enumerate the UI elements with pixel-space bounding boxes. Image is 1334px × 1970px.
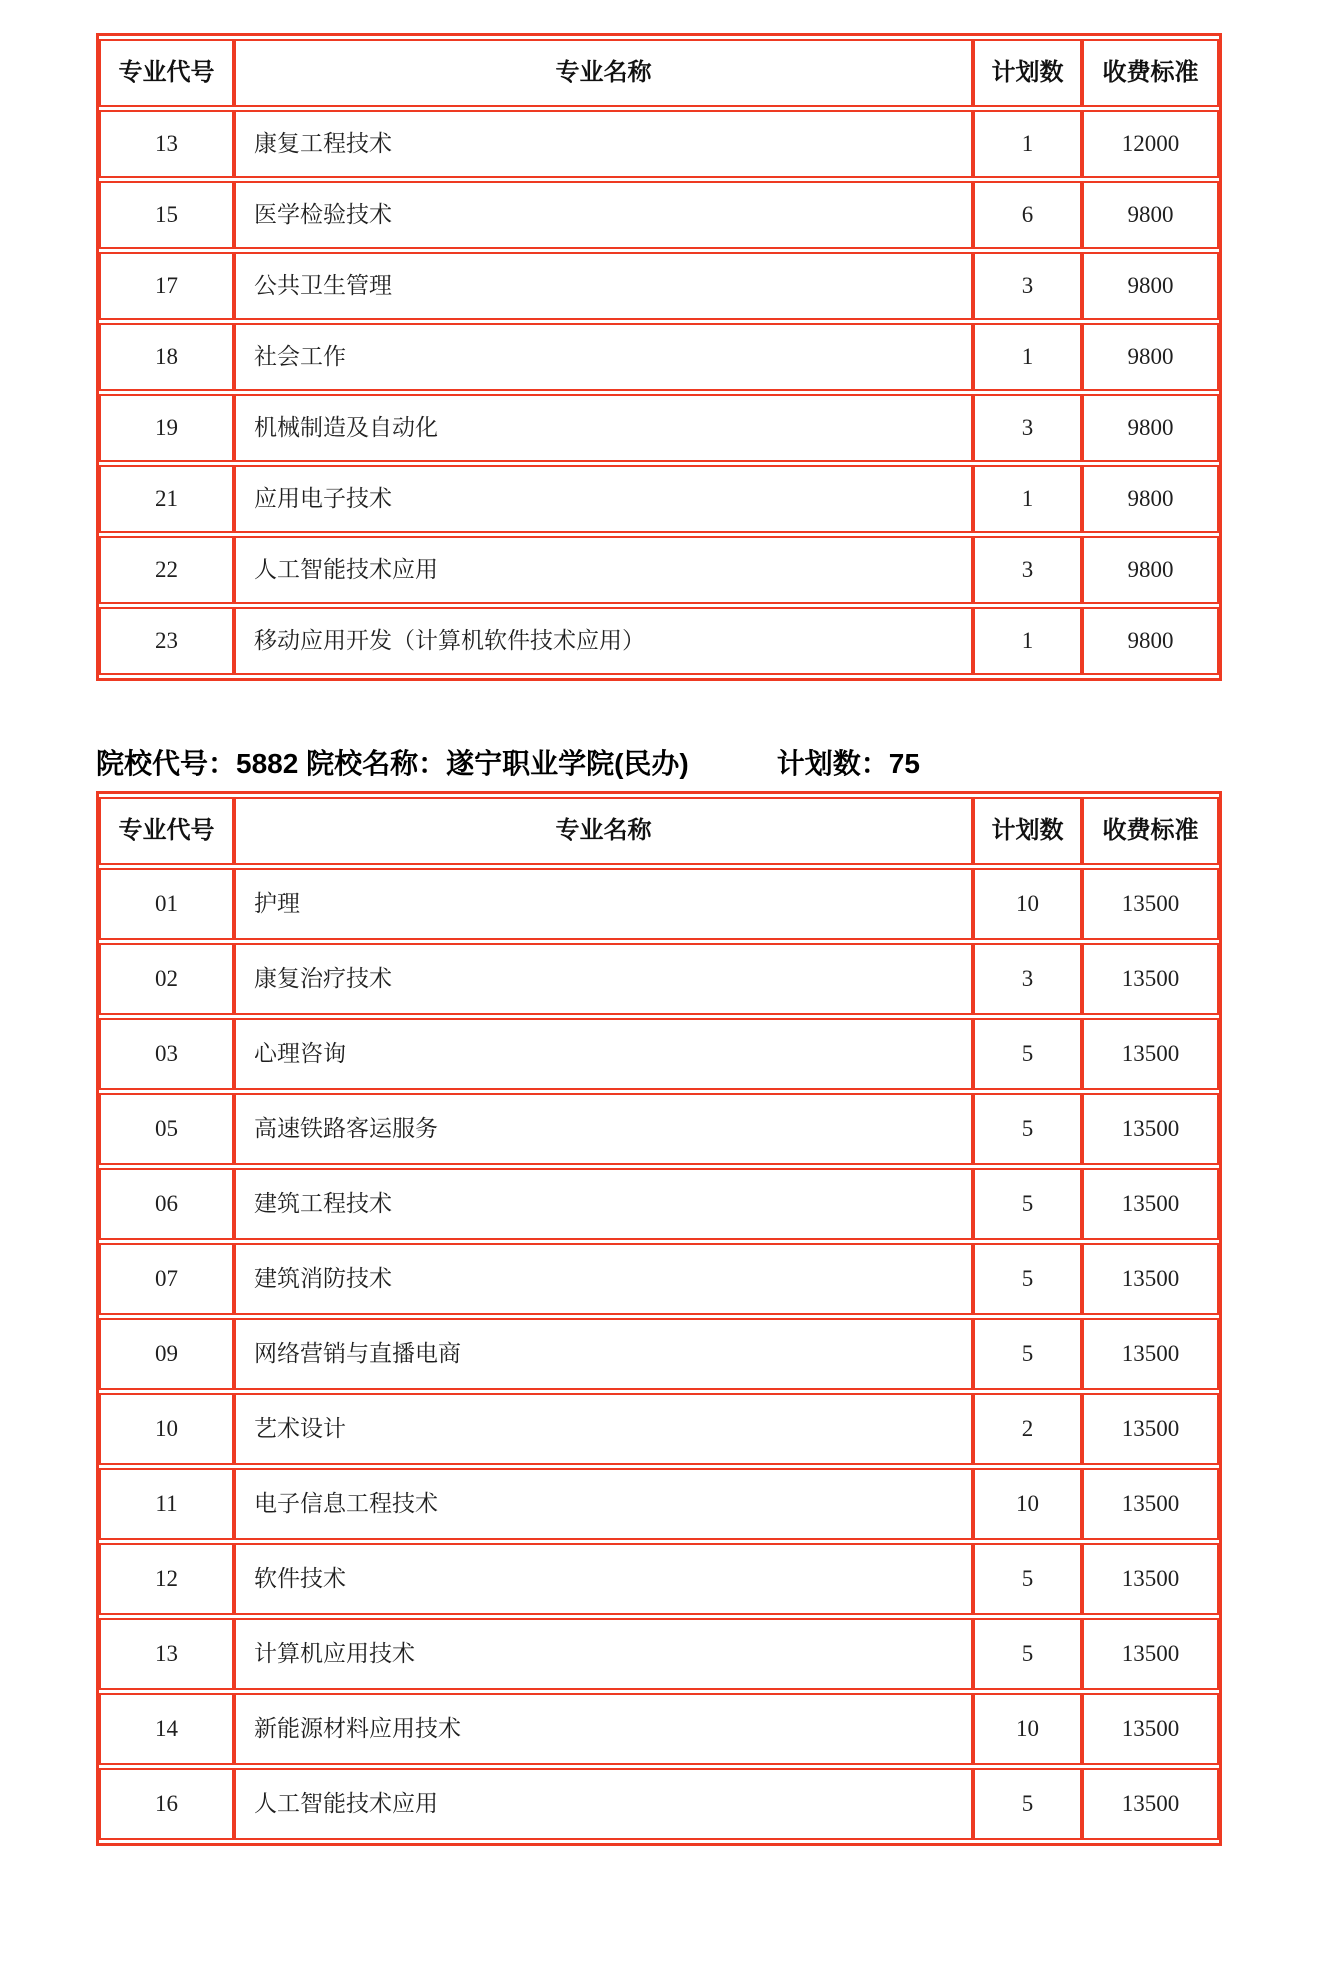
cell-plan-count: 1 [973,323,1082,391]
cell-major-code: 14 [99,1693,234,1765]
plan-total-value: 75 [888,748,920,779]
col-header-major-code: 专业代号 [99,39,234,107]
cell-major-name: 公共卫生管理 [234,252,973,320]
cell-major-code: 06 [99,1168,234,1240]
cell-plan-count: 1 [973,465,1082,533]
cell-fee-standard: 9800 [1082,323,1219,391]
col-header-fee-standard: 收费标准 [1082,797,1219,865]
cell-major-name: 建筑消防技术 [234,1243,973,1315]
col-header-plan-count: 计划数 [973,39,1082,107]
cell-major-name: 新能源材料应用技术 [234,1693,973,1765]
cell-major-name: 高速铁路客运服务 [234,1093,973,1165]
cell-plan-count: 5 [973,1618,1082,1690]
cell-plan-count: 5 [973,1093,1082,1165]
cell-major-code: 13 [99,1618,234,1690]
cell-plan-count: 1 [973,110,1082,178]
cell-major-code: 21 [99,465,234,533]
cell-major-code: 15 [99,181,234,249]
table-header-row [99,797,1219,865]
cell-plan-count: 10 [973,868,1082,940]
cell-fee-standard: 13500 [1082,1768,1219,1840]
col-header-major-name: 专业名称 [234,39,973,107]
col-header-plan-count: 计划数 [973,797,1082,865]
cell-major-name: 社会工作 [234,323,973,391]
cell-major-code: 07 [99,1243,234,1315]
cell-major-name: 计算机应用技术 [234,1618,973,1690]
cell-plan-count: 3 [973,394,1082,462]
cell-major-code: 09 [99,1318,234,1390]
table-row [99,1393,1219,1465]
table-row [99,1168,1219,1240]
cell-major-code: 16 [99,1768,234,1840]
cell-major-name: 心理咨询 [234,1018,973,1090]
cell-plan-count: 3 [973,943,1082,1015]
cell-plan-count: 1 [973,607,1082,675]
table-row [99,1318,1219,1390]
cell-major-name: 艺术设计 [234,1393,973,1465]
cell-major-code: 18 [99,323,234,391]
cell-major-name: 人工智能技术应用 [234,536,973,604]
cell-major-code: 23 [99,607,234,675]
table-row [99,1768,1219,1840]
cell-major-name: 康复工程技术 [234,110,973,178]
col-header-major-code: 专业代号 [99,797,234,865]
cell-fee-standard: 9800 [1082,465,1219,533]
cell-major-name: 电子信息工程技术 [234,1468,973,1540]
table-row [99,323,1219,391]
cell-fee-standard: 13500 [1082,1618,1219,1690]
table-row [99,1468,1219,1540]
cell-plan-count: 5 [973,1318,1082,1390]
school-name-value: 遂宁职业学院(民办) [446,748,689,779]
cell-fee-standard: 13500 [1082,1393,1219,1465]
table-row [99,1243,1219,1315]
cell-major-code: 19 [99,394,234,462]
table-row [99,1093,1219,1165]
cell-fee-standard: 13500 [1082,1093,1219,1165]
cell-major-name: 移动应用开发（计算机软件技术应用） [234,607,973,675]
cell-plan-count: 10 [973,1693,1082,1765]
table-row [99,943,1219,1015]
cell-fee-standard: 9800 [1082,536,1219,604]
cell-plan-count: 3 [973,536,1082,604]
cell-fee-standard: 9800 [1082,181,1219,249]
school-code-label: 院校代号： [96,748,237,779]
table-row [99,607,1219,675]
cell-major-code: 13 [99,110,234,178]
table-row [99,1018,1219,1090]
cell-major-name: 应用电子技术 [234,465,973,533]
cell-fee-standard: 13500 [1082,1168,1219,1240]
cell-fee-standard: 13500 [1082,1318,1219,1390]
cell-fee-standard: 9800 [1082,252,1219,320]
plan-table-continued [96,33,1222,681]
school-code-value: 5882 [236,748,299,779]
cell-fee-standard: 13500 [1082,868,1219,940]
cell-major-code: 10 [99,1393,234,1465]
cell-major-code: 05 [99,1093,234,1165]
cell-major-name: 医学检验技术 [234,181,973,249]
plan-total-label: 计划数： [776,748,889,779]
table-row [99,1543,1219,1615]
table-header-row [99,39,1219,107]
cell-fee-standard: 13500 [1082,943,1219,1015]
cell-major-name: 护理 [234,868,973,940]
col-header-fee-standard: 收费标准 [1082,39,1219,107]
cell-plan-count: 10 [973,1468,1082,1540]
col-header-major-name: 专业名称 [234,797,973,865]
table-row [99,1693,1219,1765]
cell-plan-count: 5 [973,1243,1082,1315]
table-row [99,465,1219,533]
cell-fee-standard: 13500 [1082,1468,1219,1540]
table-row [99,536,1219,604]
table-row [99,252,1219,320]
cell-fee-standard: 13500 [1082,1543,1219,1615]
table-body [99,110,1219,675]
school-heading [96,742,920,782]
cell-plan-count: 5 [973,1168,1082,1240]
cell-fee-standard: 13500 [1082,1243,1219,1315]
table-row [99,110,1219,178]
cell-major-name: 建筑工程技术 [234,1168,973,1240]
cell-major-code: 11 [99,1468,234,1540]
cell-plan-count: 5 [973,1018,1082,1090]
cell-major-name: 康复治疗技术 [234,943,973,1015]
table-row [99,181,1219,249]
school-name-label: 院校名称： [306,748,447,779]
cell-major-code: 01 [99,868,234,940]
cell-plan-count: 5 [973,1543,1082,1615]
table-row [99,868,1219,940]
table-row [99,394,1219,462]
cell-major-code: 03 [99,1018,234,1090]
cell-major-name: 机械制造及自动化 [234,394,973,462]
cell-plan-count: 2 [973,1393,1082,1465]
table-row [99,1618,1219,1690]
cell-fee-standard: 9800 [1082,607,1219,675]
cell-fee-standard: 13500 [1082,1018,1219,1090]
cell-fee-standard: 13500 [1082,1693,1219,1765]
cell-major-code: 22 [99,536,234,604]
cell-major-code: 12 [99,1543,234,1615]
cell-fee-standard: 12000 [1082,110,1219,178]
cell-plan-count: 5 [973,1768,1082,1840]
cell-major-name: 人工智能技术应用 [234,1768,973,1840]
cell-fee-standard: 9800 [1082,394,1219,462]
cell-plan-count: 3 [973,252,1082,320]
cell-major-code: 02 [99,943,234,1015]
cell-major-name: 软件技术 [234,1543,973,1615]
plan-table-school-5882 [96,791,1222,1846]
table-body [99,868,1219,1840]
cell-plan-count: 6 [973,181,1082,249]
cell-major-name: 网络营销与直播电商 [234,1318,973,1390]
cell-major-code: 17 [99,252,234,320]
